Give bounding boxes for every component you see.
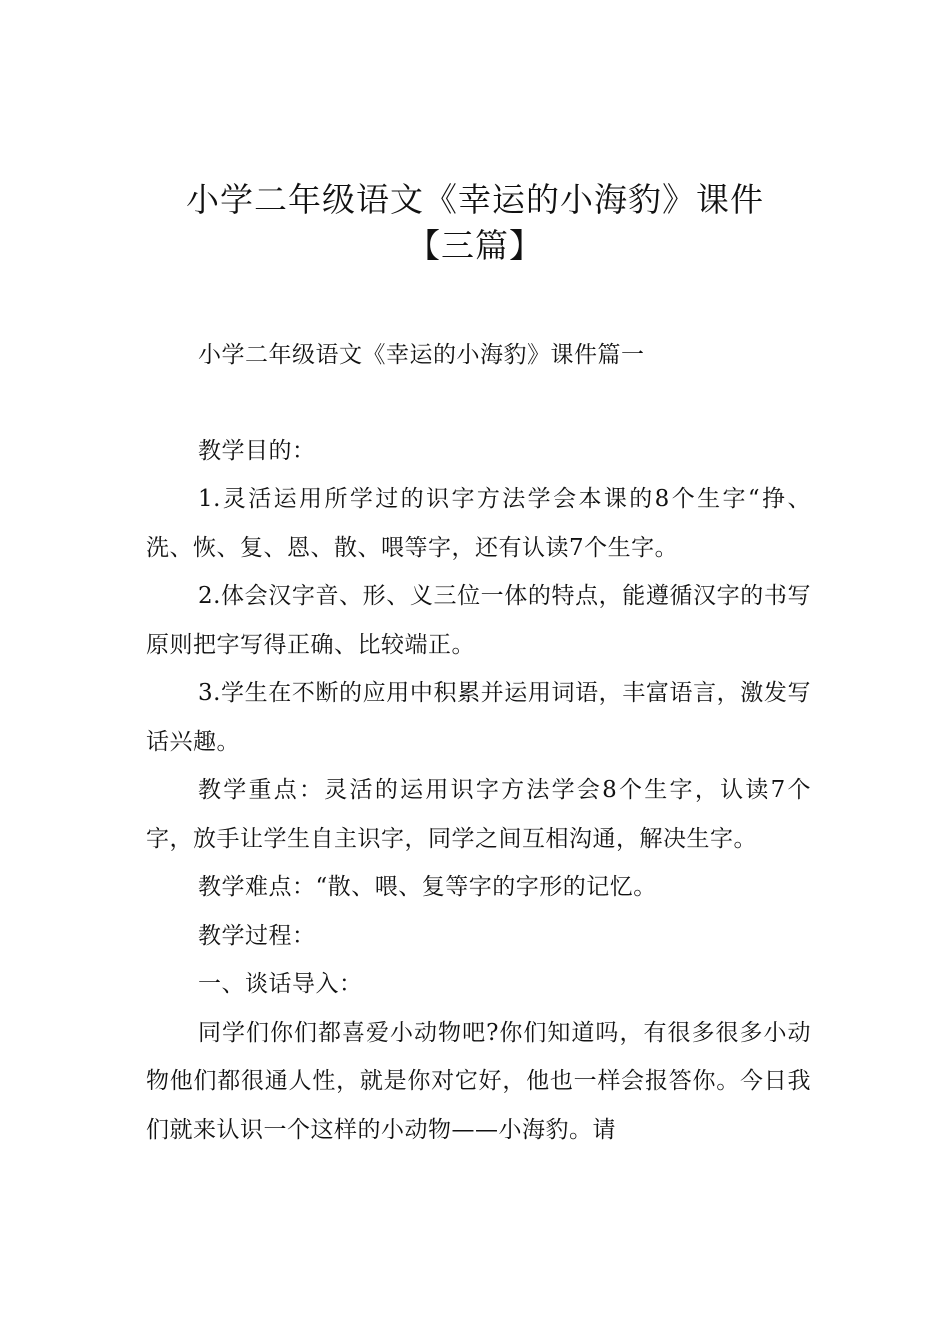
paragraph: 同学们你们都喜爱小动物吧?你们知道吗，有很多很多小动物他们都很通人性，就是你对它好，他也一样会报答你。今日我们就来认识一个这样的小动物——小海豹。请	[146, 1019, 811, 1143]
paragraph: 教学重点：灵活的运用识字方法学会8个生字，认读7个字，放手让学生自主识字，同学之间互相沟通，解决生字。	[146, 777, 811, 852]
paragraph: 2.体会汉字音、形、义三位一体的特点，能遵循汉字的书写原则把字写得正确、比较端正。	[146, 583, 811, 658]
paragraph: 1.灵活运用所学过的识字方法学会本课的8个生字“挣、洗、恢、复、恩、散、喂等字，还有认读7个生字。	[146, 486, 811, 561]
paragraph: 教学过程：	[198, 922, 316, 949]
document-body	[146, 331, 811, 1154]
paragraph: 教学目的：	[198, 437, 316, 464]
paragraph: 教学难点：“散、喂、复等字的字形的记忆。	[198, 874, 657, 900]
paragraph: 3.学生在不断的应用中积累并运用词语，丰富语言，激发写话兴趣。	[146, 680, 811, 755]
document-title-line-1: 小学二年级语文《幸运的小海豹》课件	[186, 180, 764, 219]
paragraph: 一、谈话导入：	[198, 971, 363, 997]
document-title-line-2: 【三篇】	[407, 226, 543, 265]
section-heading: 小学二年级语文《幸运的小海豹》课件篇一	[198, 342, 645, 368]
